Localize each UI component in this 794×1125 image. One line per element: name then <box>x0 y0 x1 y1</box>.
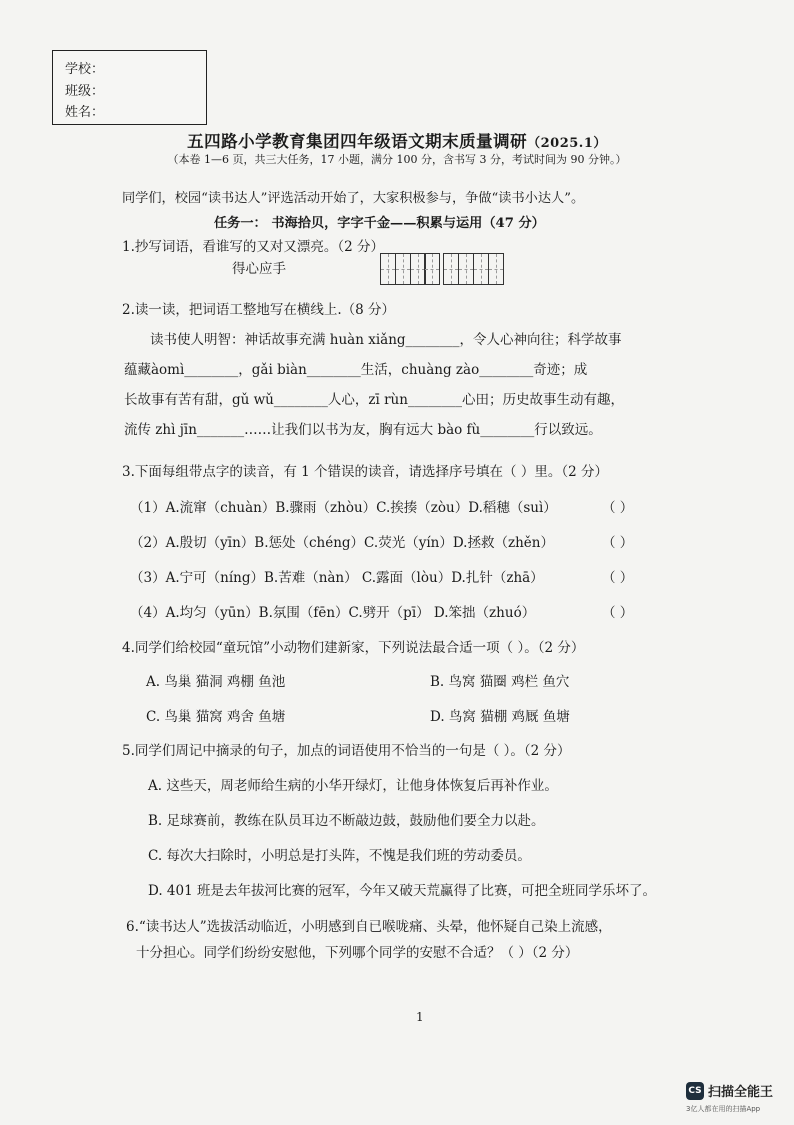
q4-option-c[interactable]: C. 鸟巢 猫窝 鸡舍 鱼塘 <box>146 709 286 725</box>
q3-item: （3）A.宁可（níng）B.苦难（nàn） C.露面（lòu）D.扎针（zhā） <box>130 570 544 586</box>
q6-prompt-line2: 十分担心。同学们纷纷安慰他，下列哪个同学的安慰不合适？（ ）（2 分） <box>136 945 579 961</box>
task1-heading: 任务一： 书海拾贝，字字千金——积累与运用（47 分） <box>214 216 545 231</box>
exam-subtitle: （本卷 1—6 页，共三大任务，17 小题，满分 100 分，含书写 3 分，考试时间为 90 分钟。） <box>167 153 627 166</box>
q3-item: （1）A.流窜（chuàn）B.骤雨（zhòu）C.挨揍（zòu）D.稻穗（suì） <box>130 500 557 516</box>
student-info-box <box>52 50 207 125</box>
q5-option-b[interactable]: B. 足球赛前，教练在队员耳边不断敲边鼓，鼓励他们要全力以赴。 <box>148 813 545 829</box>
q6-prompt-line1: 6.“读书达人”选拔活动临近，小明感到自已喉咙痛、头晕，他怀疑自己染上流感， <box>126 919 612 935</box>
grid-cell[interactable] <box>488 253 504 285</box>
name-field-label: 姓名： <box>65 105 105 120</box>
q3-answer-paren[interactable]: （ ） <box>602 500 634 516</box>
camscanner-logo-icon: CS <box>686 1082 704 1100</box>
q3-item: （4）A.均匀（yūn）B.氛围（fēn）C.劈开（pī） D.笨拙（zhuó） <box>130 605 536 621</box>
page-number: 1 <box>416 1010 424 1024</box>
grid-cell[interactable] <box>410 253 426 285</box>
grid-cell[interactable] <box>473 253 489 285</box>
watermark-name: 扫描全能王 <box>708 1085 774 1100</box>
watermark-tagline: 3亿人都在用的扫描App <box>686 1105 761 1113</box>
q3-item: （2）A.殷切（yīn）B.惩处（chéng）C.荧光（yín）D.拯救（zhěn） <box>130 535 554 551</box>
grid-cell[interactable] <box>443 253 459 285</box>
q2-line: 读书使人明智：神话故事充满 huàn xiǎng________，令人心神向往；科学故事 <box>150 332 622 348</box>
grid-cell[interactable] <box>424 253 440 285</box>
q2-line: 蕴藏àomì________，gǎi biàn________生活，chuàng zào________奇迹；成 <box>124 362 588 378</box>
q5-option-d[interactable]: D. 401 班是去年拔河比赛的冠军，今年又破天荒赢得了比赛，可把全班同学乐坏了。 <box>148 883 656 899</box>
q5-option-a[interactable]: A. 这些天，周老师给生病的小华开绿灯，让他身体恢复后再补作业。 <box>148 778 558 794</box>
q3-answer-paren[interactable]: （ ） <box>602 535 634 551</box>
grid-cell[interactable] <box>380 253 396 285</box>
class-field-label: 班级： <box>65 84 105 99</box>
exam-title-text: 五四路小学教育集团四年级语文期末质量调研 <box>187 132 528 151</box>
q1-writing-grid[interactable] <box>380 253 503 285</box>
intro-text: 同学们，校园“读书达人”评选活动开始了，大家积极参与，争做“读书小达人”。 <box>122 191 585 206</box>
q5-option-c[interactable]: C. 每次大扫除时，小明总是打头阵，不愧是我们班的劳动委员。 <box>148 848 531 864</box>
q1-word: 得心应手 <box>232 261 286 277</box>
grid-cell[interactable] <box>458 253 474 285</box>
scanner-watermark <box>686 1081 773 1100</box>
q5-prompt: 5.同学们周记中摘录的句子，加点的词语使用不恰当的一句是（ ）。（2 分） <box>122 743 571 759</box>
q3-answer-paren[interactable]: （ ） <box>602 570 634 586</box>
q2-prompt: 2.读一读，把词语工整地写在横线上.（8 分） <box>122 302 396 318</box>
school-field-label: 学校： <box>65 62 105 77</box>
q2-line: 流传 zhì jīn_______……让我们以书为友，胸有远大 bào fù________行以致远。 <box>124 422 602 438</box>
q4-option-b[interactable]: B. 鸟窝 猫圈 鸡栏 鱼穴 <box>430 674 570 690</box>
grid-cell[interactable] <box>395 253 411 285</box>
q3-prompt: 3.下面每组带点字的读音，有 1 个错误的读音，请选择序号填在（ ）里。（2 分） <box>122 464 608 480</box>
q1-prompt: 1.抄写词语，看谁写的又对又漂亮。（2 分） <box>122 239 385 255</box>
q3-answer-paren[interactable]: （ ） <box>602 605 634 621</box>
q4-option-a[interactable]: A. 鸟巢 猫洞 鸡棚 鱼池 <box>146 674 286 690</box>
exam-year: （2025.1） <box>527 136 607 151</box>
q4-option-d[interactable]: D. 鸟窝 猫棚 鸡厩 鱼塘 <box>430 709 570 725</box>
q2-line: 长故事有苦有甜，gǔ wǔ________人心，zī rùn________心田；历史故事生动有趣， <box>124 392 624 408</box>
q4-prompt: 4.同学们给校园“童玩馆”小动物们建新家，下列说法最合适一项（ ）。（2 分） <box>122 640 585 656</box>
exam-title <box>0 128 794 152</box>
